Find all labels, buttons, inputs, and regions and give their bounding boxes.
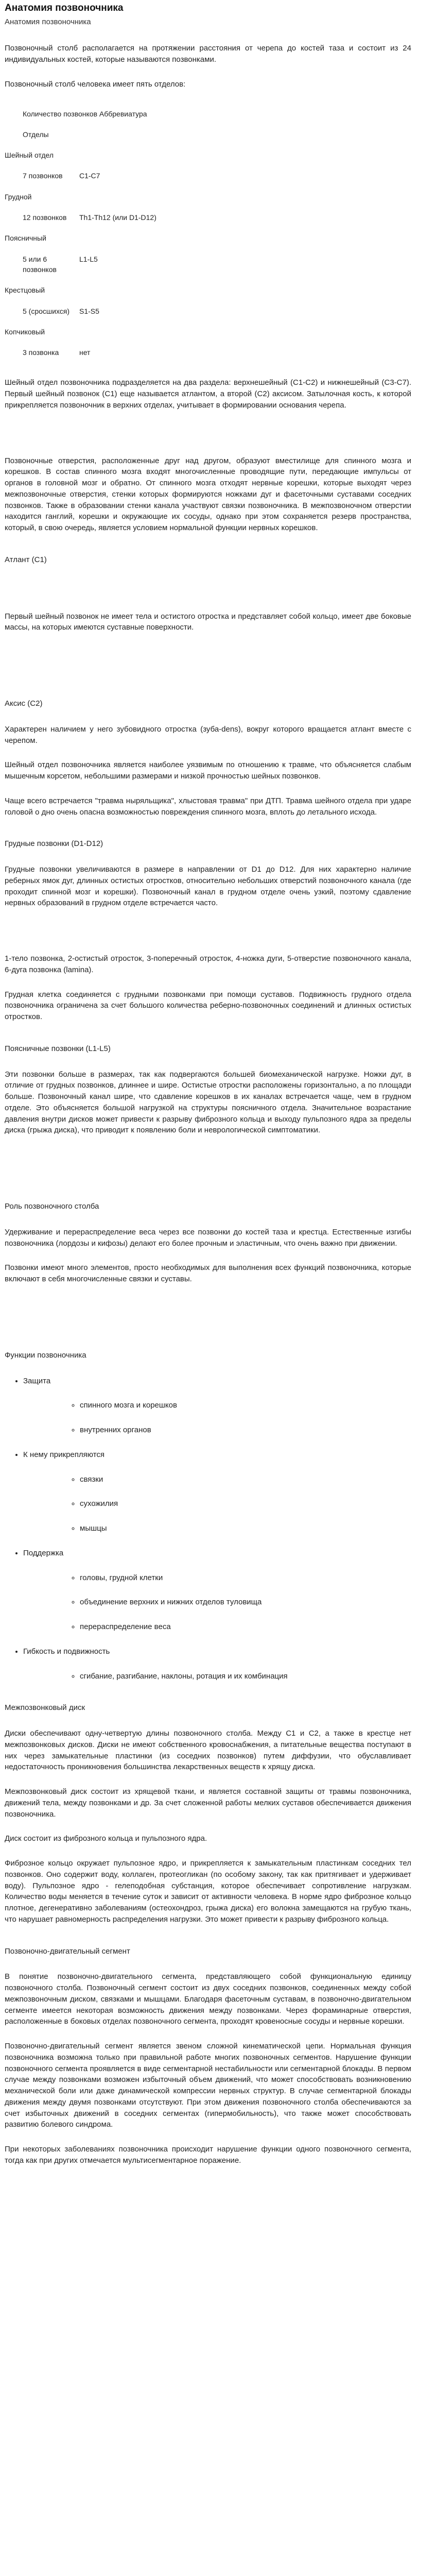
list-subitem: ◦ объединение верхних и нижних отделов туловища bbox=[80, 1597, 427, 1608]
table-row-count: 5 (сросшихся) bbox=[23, 307, 70, 315]
table-header: Количество позвонков Аббревиатура bbox=[23, 109, 147, 118]
paragraph: Удерживание и перераспределение веса через все позвонки до костей таза и крестца. Естественные изгибы позвоночника (лордозы и кифозы) делают его более прочным и эластичным, что очень важно при движении. bbox=[5, 1227, 411, 1248]
list-item bbox=[23, 1646, 427, 1682]
list-item bbox=[23, 1449, 427, 1534]
table-intro: Позвоночный столб человека имеет пять отделов: bbox=[5, 79, 186, 89]
paragraph: Шейный отдел позвоночника является наиболее уязвимым по отношению к травме, что объясняется слабым мышечным корсетом, небольшими размерами и низкой прочностью шейных позвонков. bbox=[5, 760, 411, 781]
table-row-name: Копчиковый bbox=[5, 327, 45, 336]
table-row-count: 12 позвонков bbox=[23, 213, 67, 222]
section-heading: Атлант (C1) bbox=[5, 555, 47, 564]
list-item bbox=[23, 1548, 427, 1633]
paragraph: Позвонки имеют много элементов, просто необходимых для выполнения всех функций позвоночника, которые включают в себя многочисленные связки и суставы. bbox=[5, 1263, 411, 1284]
intro-paragraph: Позвоночный столб располагается на протяжении расстояния от черепа до костей таза и состоит из 24 индивидуальных костей, которые называются позвонками. bbox=[5, 44, 411, 64]
section-heading: Грудные позвонки (D1-D12) bbox=[5, 839, 103, 849]
list-subitem: ◦ внутренних органов bbox=[80, 1425, 427, 1436]
vertebra-table bbox=[5, 104, 156, 363]
table-row-name: Грудной bbox=[5, 192, 32, 201]
table-row-count: 3 позвонка bbox=[23, 348, 59, 357]
table-row-name: Крестцовый bbox=[5, 286, 45, 295]
paragraph: Грудные позвонки увеличиваются в размере в направлении от D1 до D12. Для них характерно наличие реберных ямок дуг, длинных остистых отростков, относительно небольших отверстий позвоночного канала (где проходит спинной мозг и корешки). Позвоночный канал в грудном отделе очень узкий, поэтому сдавление нервных образований в грудном отделе встречается часто. bbox=[5, 865, 411, 908]
table-row-abbr: Th1-Th12 (или D1-D12) bbox=[79, 213, 156, 222]
page-subtitle: Анатомия позвоночника bbox=[5, 17, 91, 26]
list-subitem: ◦ спинного мозга и корешков bbox=[80, 1400, 427, 1411]
functions-list bbox=[23, 1376, 427, 1682]
paragraph: Позвоночно-двигательный сегмент является звеном сложной кинематической цепи. Нормальная функция позвоночника возможна только при правильной работе многих позвоночных сегментов. Нарушение функции позвоночного сегмента проявляется в виде сегментарной нестабильности или сегментарной блокады. В первом случае между позвонками возможен избыточный объем движений, что может способствовать возникновению механической боли или даже динамической компрессии нервных структур. В случае сегментарной блокады движения между двумя позвонками отсутствуют. При этом движения позвоночного столба обеспечиваются за счет избыточных движений в соседних сегментах (гипермобильность), что также может способствовать развитию болевого синдрома. bbox=[5, 2042, 411, 2129]
table-row-abbr: S1-S5 bbox=[79, 307, 99, 315]
section-heading: Аксис (C2) bbox=[5, 699, 43, 708]
paragraph: Чаще всего встречается "травма ныряльщика", хлыстовая травма" при ДТП. Травма шейного отдела при ударе головой о дно очень опасна возможностью повреждения спинного мозга, вплоть до летального исхода. bbox=[5, 796, 411, 817]
paragraph: Эти позвонки больше в размерах, так как подвергаются большей биомеханической нагрузке. Ножки дуг, в отличие от грудных позвонков, длиннее и шире. Остистые отростки расположены горизонтально, а по площади больше. Позвоночный канал шире, что сдавление корешков в их каналах встречается чаще, чем в грудном отделе. Это объясняется большой нагрузкой на структуры поясничного отдела. Значительное возрастание давления внутри дисков может привести к разрыву фиброзного кольца и выходу пульпозного ядра за пределы диска (грыжа диска), что приводит к появлению боли и неврологической симптоматики. bbox=[5, 1070, 411, 1135]
list-item-label: Защита bbox=[23, 1376, 51, 1385]
list-item-label: К нему прикрепляются bbox=[23, 1450, 105, 1459]
table-row-count: 5 или 6 позвонков bbox=[23, 255, 57, 274]
paragraph: Характерен наличием у него зубовидного отростка (зуба-dens), вокруг которого вращается атлант вместе с черепом. bbox=[5, 724, 411, 745]
paragraph: Диск состоит из фиброзного кольца и пульпозного ядра. bbox=[5, 1834, 207, 1843]
paragraph: Диски обеспечивают одну-четвертую длины позвоночного столба. Между C1 и C2, а также в крестце нет межпозвонковых дисков. Диски не имеют собственного кровоснабжения, а питательные вещества поступают в них через замыкательные пластинки (из соседних позвонков) путем диффузии, что обуславливает недостаточность проникновения большинства лекарственных веществ к хрящу диска. bbox=[5, 1729, 411, 1772]
table-row-count: 7 позвонков bbox=[23, 172, 63, 180]
paragraph: В понятие позвоночно-двигательного сегмента, представляющего собой функциональную единицу позвоночного столба. Позвоночный сегмент состоит из двух соседних позвонков, соединенных между собой межпозвоночным диском, связками и мышцами. Благодаря фасеточным суставам, в позвоночно-двигательном сегменте имеется некоторая возможность движения между позвонками. Через фораминарные отверстия, расположенные в боковых отделах позвоночного сегмента, проходят кровеносные сосуды и нервные корешки. bbox=[5, 1972, 411, 2026]
list-subitem: ◦ сгибание, разгибание, наклоны, ротация и их комбинация bbox=[80, 1671, 427, 1682]
paragraph: Первый шейный позвонок не имеет тела и остистого отростка и представляет собой кольцо, имеет две боковые массы, на которых имеются суставные поверхности. bbox=[5, 612, 411, 632]
page-title: Анатомия позвоночника bbox=[5, 3, 124, 13]
paragraph: 1-тело позвонка, 2-остистый отросток, 3-поперечный отросток, 4-ножка дуги, 5-отверстие позвоночного канала, 6-дуга позвонка (lamina). bbox=[5, 954, 411, 974]
paragraph: При некоторых заболеваниях позвоночника происходит нарушение функции одного позвоночного сегмента, тогда как при других отмечается мультисегментарное поражение. bbox=[5, 2145, 411, 2165]
paragraph: Позвоночные отверстия, расположенные друг над другом, образуют вместилище для спинного мозга и корешков. В состав спинного мозга входят многочисленные проводящие пути, передающие импульсы от органов в головной мозг и обратно. От спинного мозга отходят нервные корешки, которые выходят через межпозвоночные отверстия, стенки которых формируются ножками дуг и фасеточными суставами соседних позвонков. Также в образовании стенки канала участвуют связки позвоночника. В межпозвоночном отверстии находится ганглий, корешки и окружающие их сосуды, однако при этом сохраняется резерв пространства, который, в свою очередь, является условием нормальной функции нервных корешков. bbox=[5, 456, 411, 533]
list-subitem: ◦ головы, грудной клетки bbox=[80, 1572, 427, 1584]
document bbox=[5, 1, 427, 2180]
list-item bbox=[23, 1376, 427, 1436]
table-row-abbr: L1-L5 bbox=[79, 255, 98, 263]
table-header-label: Отделы bbox=[23, 130, 49, 139]
list-subitem: ◦ связки bbox=[80, 1474, 427, 1485]
list-subitem: ◦ мышцы bbox=[80, 1523, 427, 1534]
paragraph: Фиброзное кольцо окружает пульпозное ядро, и прикрепляется к замыкательным пластинкам соседних тел позвонков. Оно содержит воду, коллаген, протеогликан (по особому закону, так как притягивает и удерживает воду). Пульпозное ядро - гелеподобная субстанция, которое обеспечивает сопротивление нагрузкам. Количество воды меняется в течение суток и зависит от активности человека. В норме ядро фиброзное кольцо плотное, дегенеративно заболеваниям (остеохондроз, грыжа диска) его волокна замещаются на грубую ткань, что нарушает равномерность распределения нагрузки. Это может привести к разрыву фиброзного кольца. bbox=[5, 1859, 411, 1924]
paragraph: Шейный отдел позвоночника подразделяется на два раздела: верхнешейный (C1-C2) и нижнешейный (C3-C7). Первый шейный позвонок (C1) еще называется атлантом, а второй (C2) аксисом. Затылочная кость, к которой прикрепляется позвоночник в верхних отделах, учитывает в формировании основания черепа. bbox=[5, 378, 411, 410]
table-row-abbr: нет bbox=[79, 348, 91, 357]
table-row-name: Шейный отдел bbox=[5, 151, 54, 160]
section-heading: Поясничные позвонки (L1-L5) bbox=[5, 1044, 111, 1053]
list-subitem: ◦ сухожилия bbox=[80, 1498, 427, 1510]
section-heading: Роль позвоночного столба bbox=[5, 1202, 99, 1211]
list-subitem: ◦ перераспределение веса bbox=[80, 1621, 427, 1633]
section-heading: Позвоночно-двигательный сегмент bbox=[5, 1946, 130, 1956]
section-heading: Функции позвоночника bbox=[5, 1350, 86, 1360]
paragraph: Межпозвонковый диск состоит из хрящевой ткани, и является составной защиты от травмы позвоночника, движений тела, между позвонками и др. За счет сложенной работы мелких суставов обеспечивается движения позвоночника. bbox=[5, 1787, 411, 1819]
table-row-abbr: C1-C7 bbox=[79, 172, 100, 180]
paragraph: Грудная клетка соединяется с грудными позвонками при помощи суставов. Подвижность грудного отдела позвоночника ограничена за счет большого количества реберно-позвоночных соединений и длинных остистых отростков. bbox=[5, 990, 411, 1022]
list-item-label: Гибкость и подвижность bbox=[23, 1647, 110, 1656]
table-row-name: Поясничный bbox=[5, 234, 46, 243]
list-item-label: Поддержка bbox=[23, 1548, 64, 1557]
section-heading: Межпозвонковый диск bbox=[5, 1703, 85, 1713]
